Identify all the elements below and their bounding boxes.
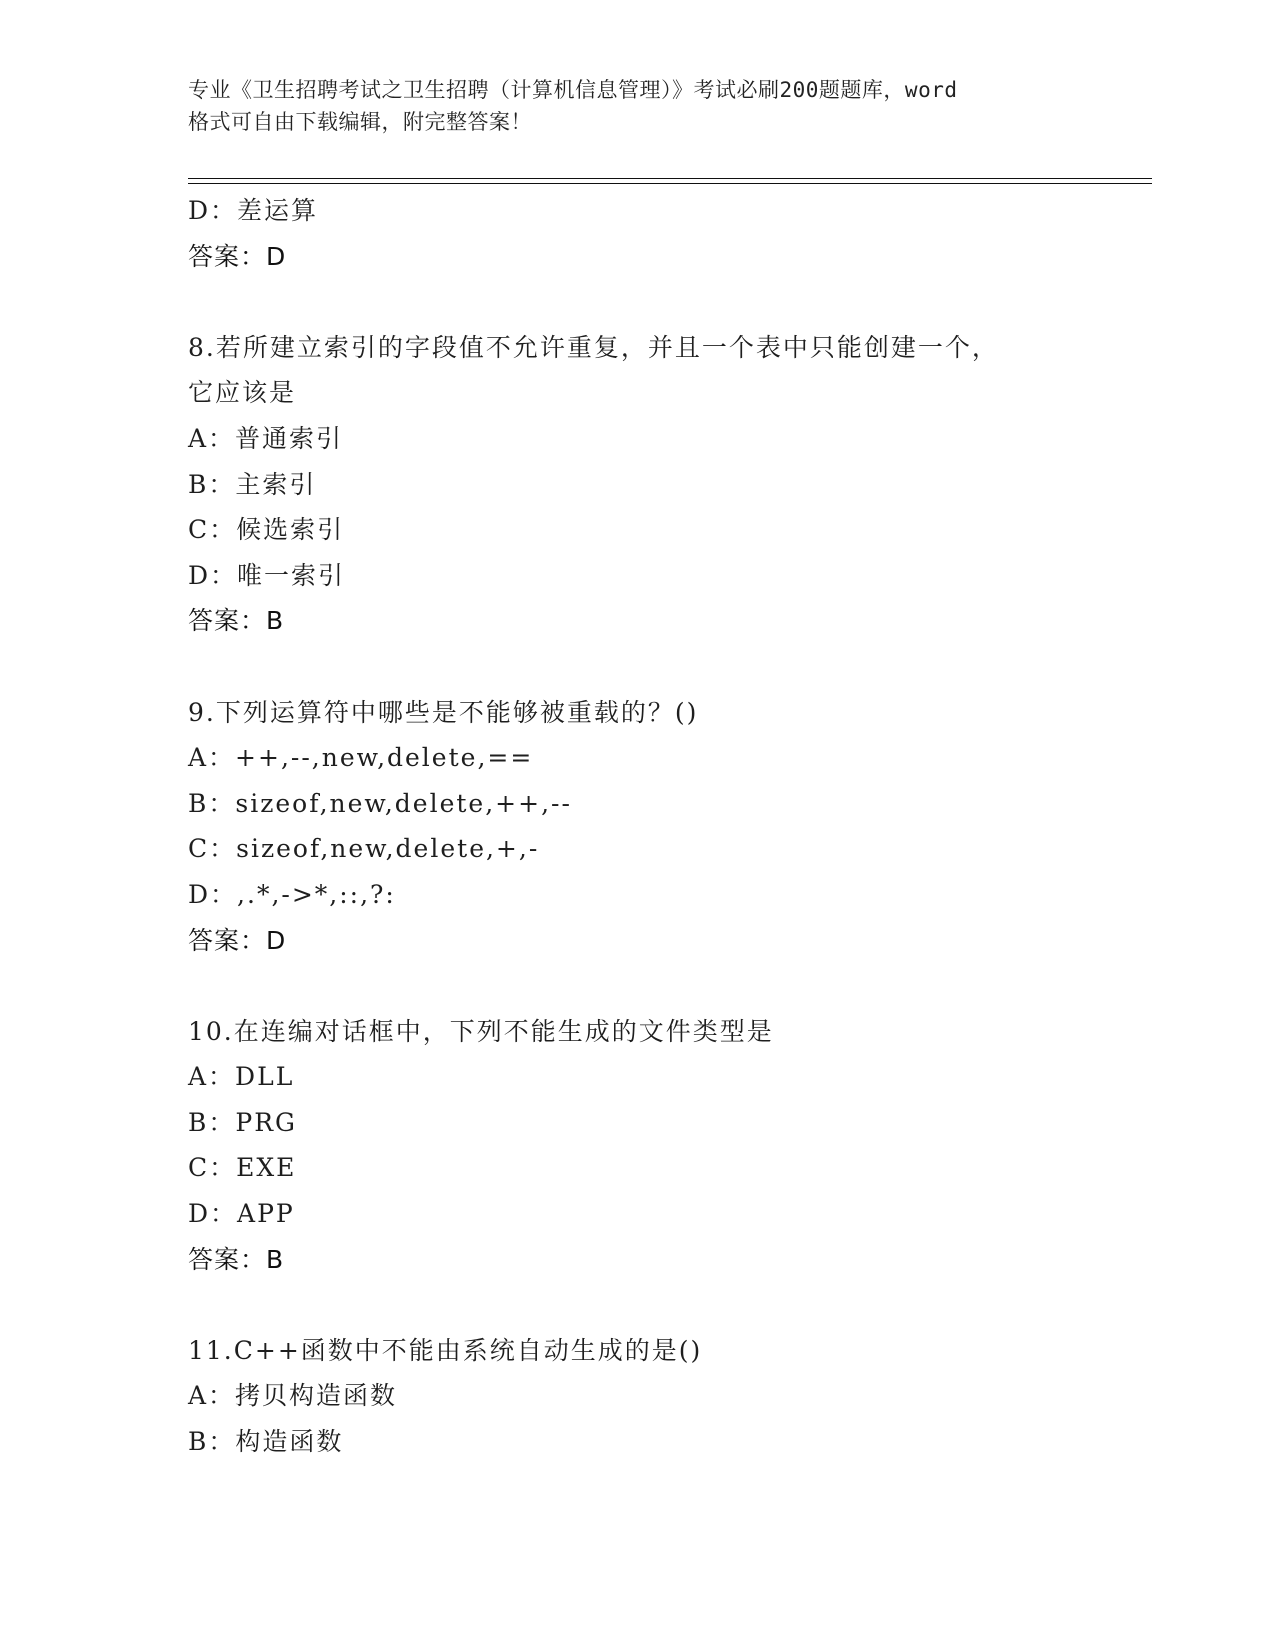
q8-answer: 答案：B [188, 606, 285, 636]
q10-answer: 答案：B [188, 1244, 285, 1274]
q7-answer: 答案：D [188, 241, 287, 271]
q9-stem: 9.下列运算符中哪些是不能够被重载的？() [188, 697, 699, 727]
header-title-line-2: 格式可自由下载编辑，附完整答案！ [188, 110, 532, 134]
q8-option-a: A：普通索引 [188, 423, 344, 453]
header-rule-bottom [188, 183, 1152, 184]
q11-option-a: A：拷贝构造函数 [188, 1381, 398, 1411]
question-gap [188, 279, 1148, 325]
q8-option-d: D：唯一索引 [188, 560, 346, 590]
q11-option-b: B：构造函数 [188, 1427, 344, 1457]
q9-option-c: C：sizeof,new,delete,+,- [188, 834, 540, 864]
question-gap [188, 963, 1148, 1009]
q9-option-b: B：sizeof,new,delete,++,-- [188, 788, 572, 818]
q8-option-b: B：主索引 [188, 469, 317, 499]
q10-option-b: B：PRG [188, 1107, 297, 1137]
q9-option-d: D：,.*,->*,::,?: [188, 879, 396, 909]
q10-option-c: C：EXE [188, 1153, 297, 1183]
question-gap [188, 1282, 1148, 1328]
q11-stem: 11.C++函数中不能由系统自动生成的是() [188, 1335, 703, 1365]
header-title-line-1: 专业《卫生招聘考试之卫生招聘（计算机信息管理）》考试必刷200题题库，word [188, 78, 958, 102]
q8-stem-line-1: 8.若所建立索引的字段值不允许重复，并且一个表中只能创建一个， [188, 332, 999, 362]
question-list [188, 188, 1148, 1465]
question-gap [188, 644, 1148, 690]
q10-stem: 10.在连编对话框中，下列不能生成的文件类型是 [188, 1016, 774, 1046]
q8-option-c: C：候选索引 [188, 515, 345, 545]
q9-option-a: A：++,--,new,delete,== [188, 743, 534, 773]
q9-answer: 答案：D [188, 925, 287, 955]
header-rule-top [188, 178, 1152, 179]
document-header [188, 74, 1088, 138]
q7-option-d: D：差运算 [188, 196, 319, 225]
q8-stem-line-2: 它应该是 [188, 378, 297, 408]
q10-option-a: A：DLL [188, 1062, 295, 1092]
q10-option-d: D：APP [188, 1199, 295, 1229]
